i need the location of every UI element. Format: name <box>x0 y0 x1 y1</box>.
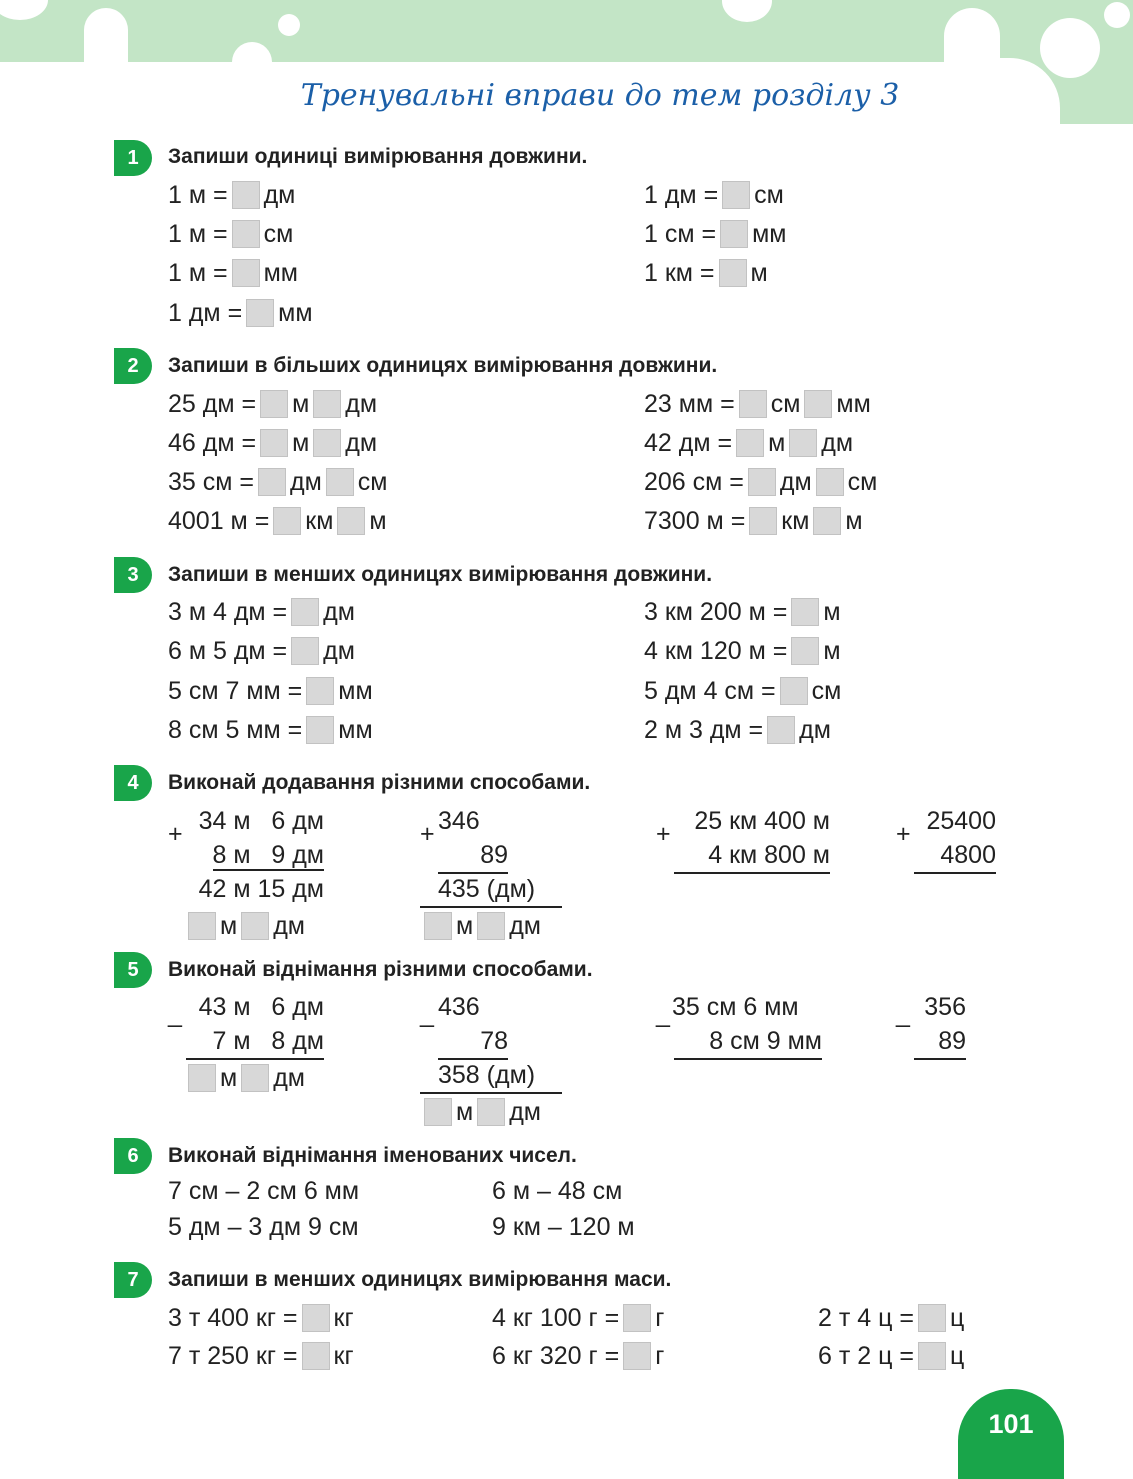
answer-box[interactable] <box>232 181 260 209</box>
minus-sign: _ <box>656 1000 670 1028</box>
task-number-badge: 4 <box>114 765 152 801</box>
exercise-line: 46 дм = м дм <box>168 428 378 457</box>
operand: 8 см 9 мм <box>674 1024 822 1060</box>
task-title: Запиши одиниці вимірювання довжини. <box>168 145 588 168</box>
operand: 4800 <box>914 838 996 874</box>
operand: 356 <box>924 993 966 1021</box>
answer-box[interactable] <box>816 468 844 496</box>
exercise-line: 206 см = дм см <box>644 467 878 496</box>
operand: 34 м 6 дм <box>198 807 324 835</box>
exercise-line: 23 мм = см мм <box>644 389 871 418</box>
exercise-line: 2 м 3 дм = дм <box>644 715 831 744</box>
answer-box[interactable] <box>306 677 334 705</box>
answer-box[interactable] <box>722 181 750 209</box>
plus-sign: + <box>896 820 911 848</box>
answer-box[interactable] <box>813 507 841 535</box>
answer-box[interactable] <box>258 468 286 496</box>
answer-box[interactable] <box>188 912 216 940</box>
exercise-line: 1 см = мм <box>644 219 787 248</box>
answer-line: м дм <box>420 908 541 944</box>
answer-box[interactable] <box>623 1304 651 1332</box>
answer-box[interactable] <box>424 1098 452 1126</box>
minus-sign: _ <box>420 1000 434 1028</box>
exercise-line: 3 м 4 дм = дм <box>168 597 355 626</box>
operand: 25400 <box>926 807 996 835</box>
column-subtraction <box>912 990 966 1058</box>
answer-box[interactable] <box>291 637 319 665</box>
exercise-line: 1 дм = мм <box>168 298 313 327</box>
expression: 9 км – 120 м <box>492 1212 635 1241</box>
answer-box[interactable] <box>241 912 269 940</box>
minus-sign: _ <box>896 1000 910 1028</box>
answer-box[interactable] <box>791 598 819 626</box>
plus-sign: + <box>656 820 671 848</box>
operand: 346 <box>438 807 480 835</box>
decor-bubble <box>1040 18 1100 78</box>
operand: 78 <box>438 1024 508 1060</box>
answer-box[interactable] <box>291 598 319 626</box>
answer-box[interactable] <box>246 299 274 327</box>
plus-sign: + <box>420 820 435 848</box>
exercise-line: 3 км 200 м = м <box>644 597 841 626</box>
exercise-line: 1 км = м <box>644 258 768 287</box>
answer-box[interactable] <box>789 429 817 457</box>
decor-bubble <box>1104 2 1130 28</box>
answer-box[interactable] <box>241 1064 269 1092</box>
exercise-line: 5 см 7 мм = мм <box>168 676 373 705</box>
answer-box[interactable] <box>477 1098 505 1126</box>
minus-sign: _ <box>168 1000 182 1028</box>
task-number-badge: 3 <box>114 557 152 593</box>
answer-line: м дм <box>420 1094 541 1130</box>
answer-box[interactable] <box>313 390 341 418</box>
exercise-line: 6 т 2 ц = ц <box>818 1341 965 1370</box>
answer-box[interactable] <box>918 1304 946 1332</box>
column-addition <box>184 804 324 906</box>
answer-box[interactable] <box>918 1342 946 1370</box>
operand: 7 м 8 дм <box>186 1024 324 1060</box>
answer-box[interactable] <box>748 468 776 496</box>
column-subtraction <box>672 990 822 1058</box>
exercise-line: 1 м = см <box>168 219 294 248</box>
exercise-line: 25 дм = м дм <box>168 389 378 418</box>
answer-box[interactable] <box>313 429 341 457</box>
answer-line: м дм <box>184 908 305 944</box>
operand: 436 <box>438 993 480 1021</box>
answer-box[interactable] <box>780 677 808 705</box>
operand: 43 м 6 дм <box>198 993 324 1021</box>
expression: 6 м – 48 см <box>492 1176 623 1205</box>
decor-bubble <box>232 42 272 82</box>
exercise-line: 4 кг 100 г = г <box>492 1303 665 1332</box>
operand: 4 км 800 м <box>674 838 830 874</box>
answer-box[interactable] <box>326 468 354 496</box>
answer-box[interactable] <box>302 1342 330 1370</box>
answer-box[interactable] <box>804 390 832 418</box>
exercise-line: 7 т 250 кг = кг <box>168 1341 354 1370</box>
exercise-line: 1 дм = см <box>644 180 784 209</box>
column-addition <box>420 804 562 906</box>
exercise-line: 3 т 400 кг = кг <box>168 1303 354 1332</box>
operand: 8 м 9 дм <box>212 841 324 869</box>
answer-box[interactable] <box>188 1064 216 1092</box>
expression: 5 дм – 3 дм 9 см <box>168 1212 359 1241</box>
exercise-line: 7300 м = км м <box>644 506 863 535</box>
task-title: Запиши в менших одиницях вимірювання маси. <box>168 1268 672 1291</box>
answer-box[interactable] <box>337 507 365 535</box>
answer-box[interactable] <box>302 1304 330 1332</box>
page-number: 101 <box>958 1389 1064 1479</box>
column-subtraction <box>420 990 562 1092</box>
operand: 25 км 400 м <box>694 807 830 835</box>
answer-box[interactable] <box>232 259 260 287</box>
answer-box[interactable] <box>477 912 505 940</box>
exercise-line: 42 дм = м дм <box>644 428 854 457</box>
answer-box[interactable] <box>736 429 764 457</box>
answer-box[interactable] <box>424 912 452 940</box>
column-addition <box>912 804 996 872</box>
task-number-badge: 6 <box>114 1138 152 1174</box>
decor-bubble <box>278 14 300 36</box>
task-title: Виконай віднімання іменованих чисел. <box>168 1144 577 1167</box>
task-number-badge: 5 <box>114 952 152 988</box>
task-title: Виконай додавання різними способами. <box>168 771 591 794</box>
task-number-badge: 1 <box>114 140 152 176</box>
exercise-line: 5 дм 4 см = см <box>644 676 842 705</box>
answer-box[interactable] <box>260 429 288 457</box>
task-number-badge: 7 <box>114 1262 152 1298</box>
exercise-line: 8 см 5 мм = мм <box>168 715 373 744</box>
plus-sign: + <box>168 820 183 848</box>
answer-box[interactable] <box>306 716 334 744</box>
answer-box[interactable] <box>232 220 260 248</box>
column-addition <box>672 804 830 872</box>
answer-box[interactable] <box>739 390 767 418</box>
operand: 35 см 6 мм <box>672 993 799 1021</box>
answer-box[interactable] <box>273 507 301 535</box>
answer-box[interactable] <box>791 637 819 665</box>
answer-box[interactable] <box>260 390 288 418</box>
task-title: Виконай віднімання різними способами. <box>168 958 593 981</box>
exercise-line: 35 см = дм см <box>168 467 388 496</box>
expression: 7 см – 2 см 6 мм <box>168 1176 360 1205</box>
answer-box[interactable] <box>623 1342 651 1370</box>
sum: 435 (дм) <box>420 872 562 908</box>
sum: 42 м 15 дм <box>198 875 324 903</box>
page-title: Тренувальні вправи до тем розділу 3 <box>300 78 900 113</box>
exercise-line: 2 т 4 ц = ц <box>818 1303 965 1332</box>
task-title: Запиши в менших одиницях вимірювання довжини. <box>168 563 713 586</box>
column-subtraction <box>184 990 324 1058</box>
answer-box[interactable] <box>767 716 795 744</box>
answer-box[interactable] <box>720 220 748 248</box>
task-number-badge: 2 <box>114 348 152 384</box>
answer-line: м дм <box>184 1060 305 1096</box>
exercise-line: 6 кг 320 г = г <box>492 1341 665 1370</box>
exercise-line: 4 км 120 м = м <box>644 636 841 665</box>
exercise-line: 4001 м = км м <box>168 506 387 535</box>
exercise-line: 1 м = мм <box>168 258 298 287</box>
difference: 358 (дм) <box>420 1058 562 1094</box>
operand: 89 <box>914 1024 966 1060</box>
answer-box[interactable] <box>719 259 747 287</box>
task-title: Запиши в більших одиницях вимірювання довжини. <box>168 354 718 377</box>
answer-box[interactable] <box>749 507 777 535</box>
exercise-line: 1 м = дм <box>168 180 296 209</box>
exercise-line: 6 м 5 дм = дм <box>168 636 355 665</box>
operand: 89 <box>438 838 508 874</box>
decor-bubble <box>84 8 128 88</box>
